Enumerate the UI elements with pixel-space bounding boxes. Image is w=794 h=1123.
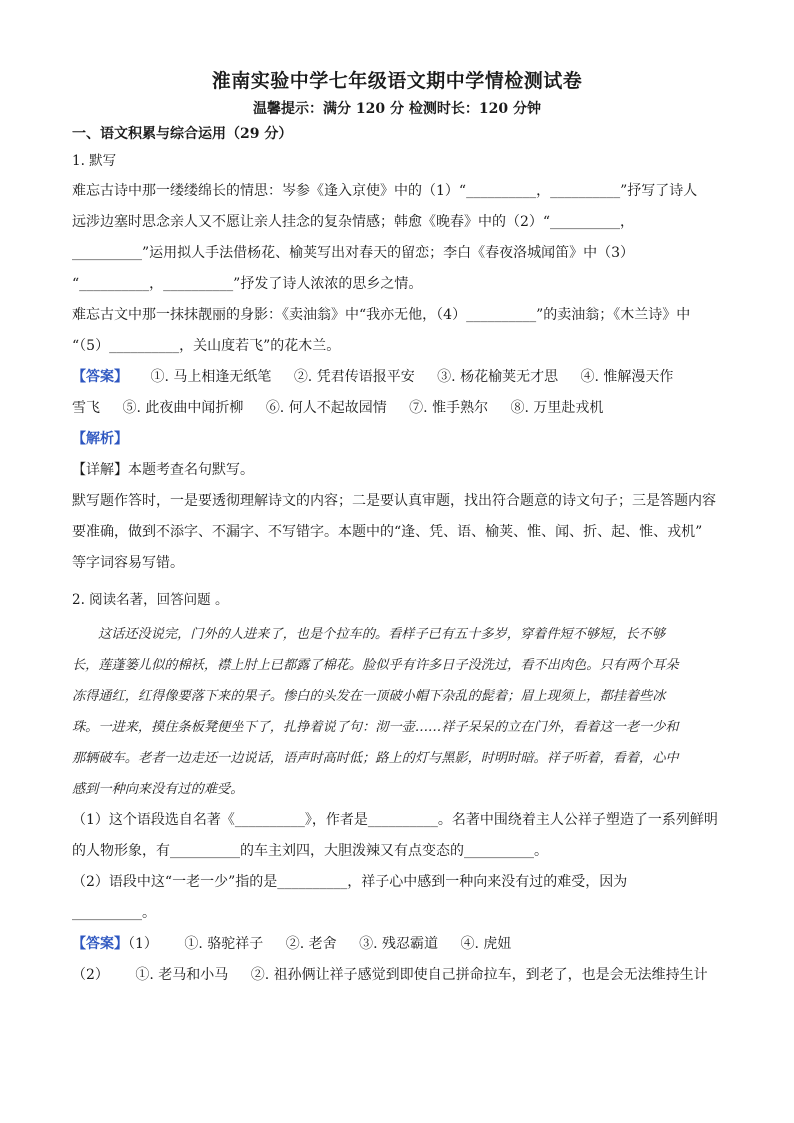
question-1-number: 1. 默写 [72,153,117,169]
passage-line: 珠。一进来，摸住条板凳便坐下了，扎挣着说了句：沏一壶……祥子呆呆的立在门外，看着这一老一少和 [72,720,679,735]
q1-line: 难忘古诗中那一缕缕绵长的情思：岑参《逢入京使》中的（1）“__________，__________”抒写了诗人 [72,183,698,199]
answer-item: ①. 马上相逢无纸笔 [150,369,272,385]
question-2-number: 2. 阅读名著，回答问题 。 [72,592,229,608]
reading-passage [72,619,722,805]
q1-line: “（5）__________，关山度若飞”的花木兰。 [72,338,341,354]
answer-item: ③. 杨花榆荚无才思 [437,369,559,385]
answer-item: ②. 老舍 [285,936,337,952]
q1-line: __________”运用拟人手法借杨花、榆荚写出对春天的留恋；李白《春夜洛城闻笛》中（3） [72,245,635,261]
passage-line: 那辆破车。老者一边走还一边说话，语声时高时低；路上的灯与黑影，时明时暗。祥子听着，看着，心中 [72,751,679,766]
answer-item: ⑦. 惟手熟尔 [409,400,489,416]
answer-tag: 【答案】 [72,936,128,952]
explain-text: 等字词容易写错。 [72,555,184,571]
q1-answer-row [72,362,722,393]
passage-line: 感到一种向来没有过的难受。 [72,782,244,797]
answer-item: ③. 残忍霸道 [359,936,438,952]
answer-tag: 【答案】 [72,369,128,385]
exam-subtitle: 温馨提示：满分 120 分 检测时长：120 分钟 [253,101,541,117]
q2-sub2: （2）语段中这“一老一少”指的是__________，祥子心中感到一种向来没有过的难受，因为 [72,874,628,890]
answer-item: ①. 骆驼祥子 [184,936,264,952]
q2-sub2-cont: __________。 [72,905,156,921]
explain-text: 要准确，做到不添字、不漏字、不写错字。本题中的“逢、凭、语、榆荚、惟、闻、折、起、惟、戎机” [72,524,703,540]
analysis-tag: 【解析】 [72,431,128,447]
q1-answer-row [72,393,722,424]
passage-line: 冻得通红，红得像要落下来的果子。惨白的头发在一顶破小帽下杂乱的髭着；眉上现须上，都挂着些冰 [72,689,666,704]
passage-line: 长，莲蓬篓儿似的棉袄，襟上肘上已都露了棉花。脸似乎有许多日子没洗过，看不出肉色。只有两个耳朵 [72,658,679,673]
q1-line: “__________，__________”抒发了诗人浓浓的思乡之情。 [72,276,423,292]
answer-item: ②. 凭君传语报平安 [293,369,415,385]
detail-text: 【详解】本题考查名句默写。 [72,462,254,478]
answer-prefix: （1） [128,936,158,952]
q1-line: 难忘古文中那一抹抹靓丽的身影：《卖油翁》中“我亦无他，（4）__________”的卖油翁；《木兰诗》中 [72,307,691,323]
answer-item: ②. 祖孙俩让祥子感觉到即使自己拼命拉车，到老了，也是会无法维持生计 [250,967,708,983]
passage-line: 这话还没说完，门外的人进来了，也是个拉车的。看样子已有五十多岁，穿着件短不够短，长不够 [98,627,666,642]
answer-item: ⑤. 此夜曲中闻折柳 [122,400,244,416]
explain-text: 默写题作答时，一是要透彻理解诗文的内容；二是要认真审题，找出符合题意的诗文句子；三是答题内容 [72,493,716,509]
answer-item: 雪飞 [72,400,100,416]
q2-answer-row [72,960,722,991]
exam-title: 淮南实验中学七年级语文期中学情检测试卷 [211,70,583,92]
q2-sub1-cont: 的人物形象，有__________的车主刘四，大胆泼辣又有点变态的__________。 [72,843,548,859]
q1-line: 远涉边塞时思念亲人又不愿让亲人挂念的复杂情感；韩愈《晚春》中的（2）“__________， [72,214,635,230]
q2-answer-row [72,929,722,960]
answer-item: ⑥. 何人不起故园情 [265,400,387,416]
answer-item: ①. 老马和小马 [135,967,229,983]
exam-page [72,64,722,991]
q2-sub1: （1）这个语段选自名著《__________》，作者是__________。名著中围绕着主人公祥子塑造了一系列鲜明 [72,812,718,828]
answer-prefix: （2） [72,967,109,983]
answer-item: ④. 惟解漫天作 [580,369,674,385]
answer-item: ⑧. 万里赴戎机 [510,400,604,416]
answer-item: ④. 虎妞 [460,936,512,952]
section-heading: 一、语文积累与综合运用（29 分） [72,126,293,142]
